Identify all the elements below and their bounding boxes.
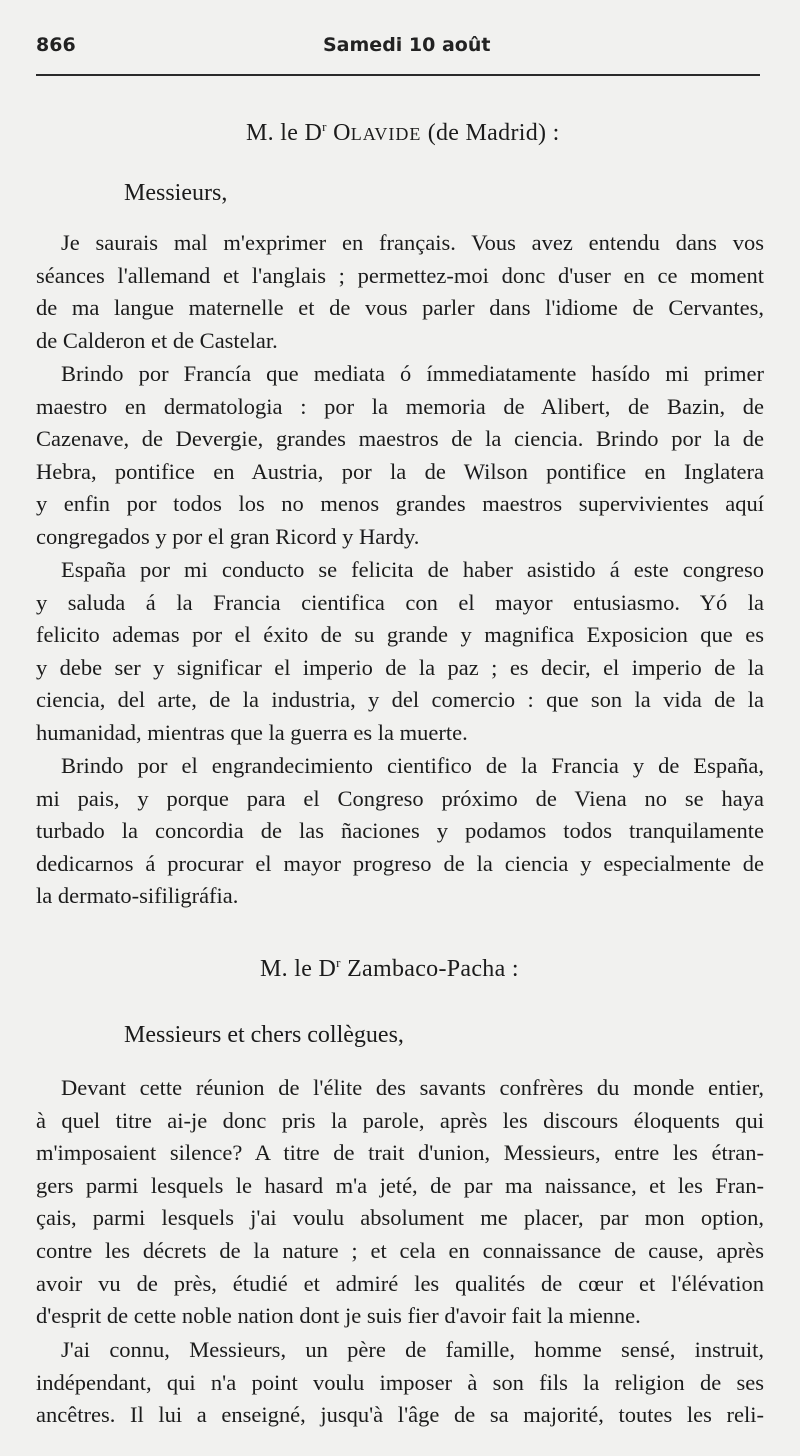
text-line: Brindo por el engrandecimiento cientifico de la Francia y de España, [61, 753, 764, 778]
text-line: la dermato-sifiligráfia. [36, 883, 239, 909]
speaker-colon: : [511, 956, 519, 982]
speaker-dr: $D^r$ [304, 119, 327, 146]
text-line: España por mi conducto se felicita de haber asistido á este congreso [61, 557, 764, 582]
paragraph [36, 554, 764, 750]
paragraph [36, 750, 764, 913]
speaker-title: M. le [260, 956, 313, 982]
text-line: indépendant, qui n'a point voulu imposer à son fils la religion de ses [36, 1369, 764, 1395]
text-line: contre les décrets de la nature ; et cela en connaissance de cause, après [36, 1237, 764, 1263]
text-line: de Calderon et de Castelar. [36, 327, 278, 353]
text-line: gers parmi lesquels le hasard m'a jeté, de par ma naissance, et les Fran- [36, 1172, 764, 1198]
speaker-dr: $D^r$ [318, 955, 341, 982]
text-line: séances l'allemand et l'anglais ; permettez-moi donc d'user en ce moment [36, 262, 764, 288]
text-line: à quel titre ai-je donc pris la parole, après les discours éloquents qui [36, 1107, 764, 1133]
text-line: Devant cette réunion de l'élite des savants confrères du monde entier, [61, 1075, 764, 1100]
speaker-title: M. le [246, 120, 299, 146]
running-head: Samedi 10 août [323, 34, 491, 56]
text-line: y enfin por todos los no menos grandes maestros supervivientes aquí [36, 491, 764, 517]
text-line: d'esprit de cette noble nation dont je suis fier d'avoir fait la mienne. [36, 1303, 641, 1329]
text-line: y debe ser y significar el imperio de la paz ; es decir, el imperio de la [36, 654, 764, 680]
text-line: dedicarnos á procurar el mayor progreso de la ciencia y especialmente de [36, 850, 764, 876]
text-line: humanidad, mientras que la guerra es la muerte. [36, 719, 468, 745]
text-line: Brindo por Francía que mediata ó ímmediatamente hasído mi primer [61, 361, 764, 386]
text-line: maestro en dermatologia : por la memoria de Alibert, de Bazin, de [36, 393, 764, 419]
page-header [36, 34, 760, 60]
text-line: Cazenave, de Devergie, grandes maestros de la ciencia. Brindo por la de [36, 426, 764, 452]
salutation: Messieurs, [124, 180, 228, 206]
text-line: ciencia, del arte, de la industria, y del comercio : que son la vida de la [36, 687, 764, 713]
text-line: çais, parmi lesquels j'ai voulu absolument me placer, par mon option, [36, 1205, 764, 1231]
speaker-heading-zambaco [260, 955, 519, 983]
text-line: de ma langue maternelle et de vous parler dans l'idiome de Cervantes, [36, 295, 764, 321]
text-line: y saluda á la Francia cientifica con el mayor entusiasmo. Yó la [36, 589, 764, 615]
text-line: m'imposaient silence? A titre de trait d'union, Messieurs, entre les étran- [36, 1140, 764, 1166]
paragraph [36, 358, 764, 554]
text-line: mi pais, y porque para el Congreso próximo de Viena no se haya [36, 785, 764, 811]
text-line: felicito ademas por el éxito de su grande y magnifica Exposicion que es [36, 622, 764, 648]
paragraph [36, 1072, 764, 1333]
speaker-name: Zambaco-Pacha [347, 956, 506, 982]
speaker-name: OLAVIDE [333, 120, 422, 146]
paragraph [36, 227, 764, 357]
text-line: avoir vu de près, étudié et admiré les qualités de cœur et l'élévation [36, 1270, 764, 1296]
page-number: 866 [36, 34, 76, 56]
text-line: Je saurais mal m'exprimer en français. Vous avez entendu dans vos [61, 230, 764, 255]
text-line: Hebra, pontifice en Austria, por la de Wilson pontifice en Inglatera [36, 458, 764, 484]
text-line: congregados y por el gran Ricord y Hardy. [36, 523, 420, 549]
speaker-affiliation: (de Madrid) : [427, 120, 560, 146]
text-line: ancêtres. Il lui a enseigné, jusqu'à l'âge de sa majorité, toutes les reli- [36, 1402, 764, 1428]
text-line: turbado la concordia de las ñaciones y podamos todos tranquilamente [36, 818, 764, 844]
salutation: Messieurs et chers collègues, [124, 1022, 404, 1048]
header-rule [36, 74, 760, 76]
text-line: J'ai connu, Messieurs, un père de famille, homme sensé, instruit, [61, 1337, 764, 1362]
paragraph [36, 1334, 764, 1432]
speaker-heading-olavide [246, 119, 560, 147]
